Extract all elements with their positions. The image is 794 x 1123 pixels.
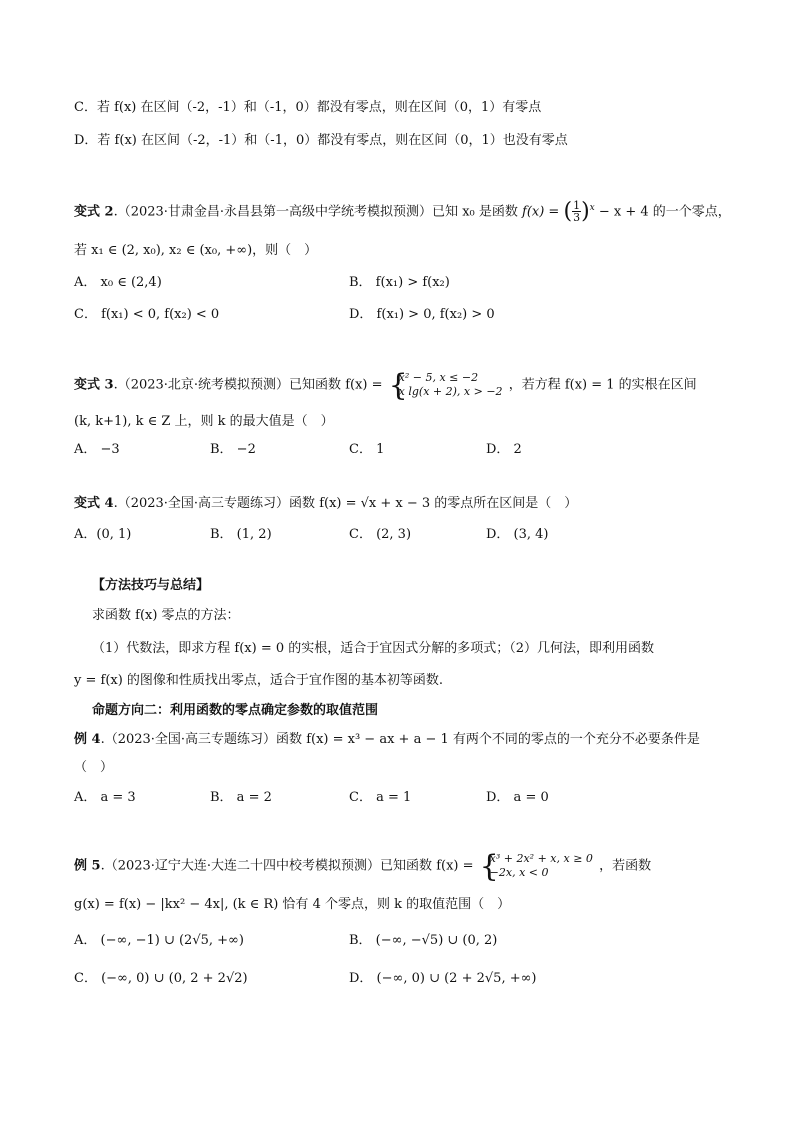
variant-4-heading: 变式 4	[74, 496, 114, 511]
variant-3-option-d: D． 2	[486, 442, 522, 457]
method-line-1: （1）代数法，即求方程 f(x) = 0 的实根，适合于宜因式分解的多项式；（2）几何法，即利用函数	[92, 641, 655, 656]
example-5-option-d: D． (−∞, 0) ∪ (2 + 2√5, +∞)	[349, 971, 537, 986]
piecewise-row-2: x lg(x + 2), x > −2	[398, 385, 503, 398]
variant-3-heading: 变式 3	[74, 377, 114, 393]
fraction-one-third: $\frac{1}{3}$	[573, 199, 581, 225]
example-4-heading: 例 4	[74, 732, 101, 747]
variant-3-option-a: A． −3	[74, 442, 120, 457]
method-title: 【方法技巧与总结】	[92, 578, 210, 593]
example-4-option-a: A． a = 3	[74, 790, 136, 805]
piecewise-row-2: −2x, x < 0	[489, 866, 549, 879]
piecewise-row-1: x² − 5, x ≤ −2	[398, 371, 479, 384]
piecewise-row-1: x³ + 2x² + x, x ≥ 0	[489, 852, 593, 865]
example-5-question	[74, 849, 652, 884]
topic-heading: 命题方向二：利用函数的零点确定参数的取值范围	[92, 703, 379, 718]
example-5-piecewise: { x³ + 2x² + x, x ≥ 0 −2x, x < 0	[479, 849, 593, 884]
variant-4-question	[74, 494, 577, 514]
variant-4-option-d: D． (3, 4)	[486, 527, 549, 542]
example-5-option-b: B． (−∞, −√5) ∪ (0, 2)	[349, 933, 498, 948]
variant-2-heading: 变式 2	[74, 204, 114, 220]
variant-2-condition: 若 x₁ ∈ (2, x₀), x₂ ∈ (x₀, +∞)，则（ ）	[74, 243, 318, 258]
variant-4-text: .（2023·全国·高三专题练习）函数 f(x) = √x + x − 3 的零点所在区间是（ ）	[113, 496, 578, 511]
variant-2-option-b: B． f(x₁) > f(x₂)	[349, 275, 450, 290]
variant-3-tail: ，若方程 f(x) = 1 的实根在区间	[508, 377, 697, 393]
variant-3-option-b: B． −2	[210, 442, 256, 457]
example-5-option-a: A． (−∞, −1) ∪ (2√5, +∞)	[74, 933, 244, 948]
example-5-tail: ，若函数	[599, 858, 652, 874]
example-5-heading: 例 5	[74, 858, 101, 874]
example-4-question	[74, 730, 700, 750]
option-c: C．若 f(x) 在区间（-2，-1）和（-1，0）都没有零点，则在区间（0，1）有零点	[74, 100, 542, 115]
variant-3-question	[74, 368, 697, 403]
example-4-text: .（2023·全国·高三专题练习）函数 f(x) = x³ − ax + a − 1 有两个不同的零点的一个充分不必要条件是	[100, 732, 700, 747]
variant-2-tail: − x + 4 的一个零点，	[598, 204, 731, 220]
example-5-text: .（2023·辽宁大连·大连二十四中校考模拟预测）已知函数 f(x) =	[100, 858, 474, 874]
variant-4-option-b: B． (1, 2)	[210, 527, 272, 542]
method-intro: 求函数 f(x) 零点的方法：	[92, 608, 240, 623]
variant-3-text: .（2023·北京·统考模拟预测）已知函数 f(x) =	[113, 377, 383, 393]
variant-3-option-c: C． 1	[349, 442, 385, 457]
example-4-option-d: D． a = 0	[486, 790, 549, 805]
variant-4-option-c: C． (2, 3)	[349, 527, 412, 542]
variant-3-condition: (k, k+1), k ∈ Z 上，则 k 的最大值是（ ）	[74, 414, 334, 429]
variant-3-piecewise: { x² − 5, x ≤ −2 x lg(x + 2), x > −2	[388, 368, 503, 403]
example-4-option-b: B． a = 2	[210, 790, 272, 805]
example-4-answer-paren: （ ）	[74, 760, 114, 775]
variant-2-option-a: A． x₀ ∈ (2,4)	[74, 275, 162, 290]
example-5-condition: g(x) = f(x) − |kx² − 4x|, (k ∈ R) 恰有 4 个零点，则 k 的取值范围（ ）	[74, 897, 511, 912]
variant-2-option-d: D． f(x₁) > 0, f(x₂) > 0	[349, 307, 495, 322]
option-d: D．若 f(x) 在区间（-2，-1）和（-1，0）都没有零点，则在区间（0，1）也没有零点	[74, 133, 568, 148]
method-line-2: y = f(x) 的图像和性质找出零点，适合于宜作图的基本初等函数.	[74, 673, 444, 688]
variant-2-text: .（2023·甘肃金昌·永昌县第一高级中学统考模拟预测）已知 x₀ 是函数	[113, 204, 518, 220]
variant-2-option-c: C． f(x₁) < 0, f(x₂) < 0	[74, 307, 220, 322]
variant-2-function: f(x) =	[522, 204, 564, 220]
variant-4-option-a: A．(0, 1)	[74, 527, 132, 542]
variant-2-question: 变式 2.（2023·甘肃金昌·永昌县第一高级中学统考模拟预测）已知 x₀ 是函数 f(x) = ( $\frac{1}{3}$ )$^x$ − x + 4 的一个零点，	[74, 198, 731, 225]
example-4-option-c: C． a = 1	[349, 790, 412, 805]
example-5-option-c: C． (−∞, 0) ∪ (0, 2 + 2√2)	[74, 971, 248, 986]
